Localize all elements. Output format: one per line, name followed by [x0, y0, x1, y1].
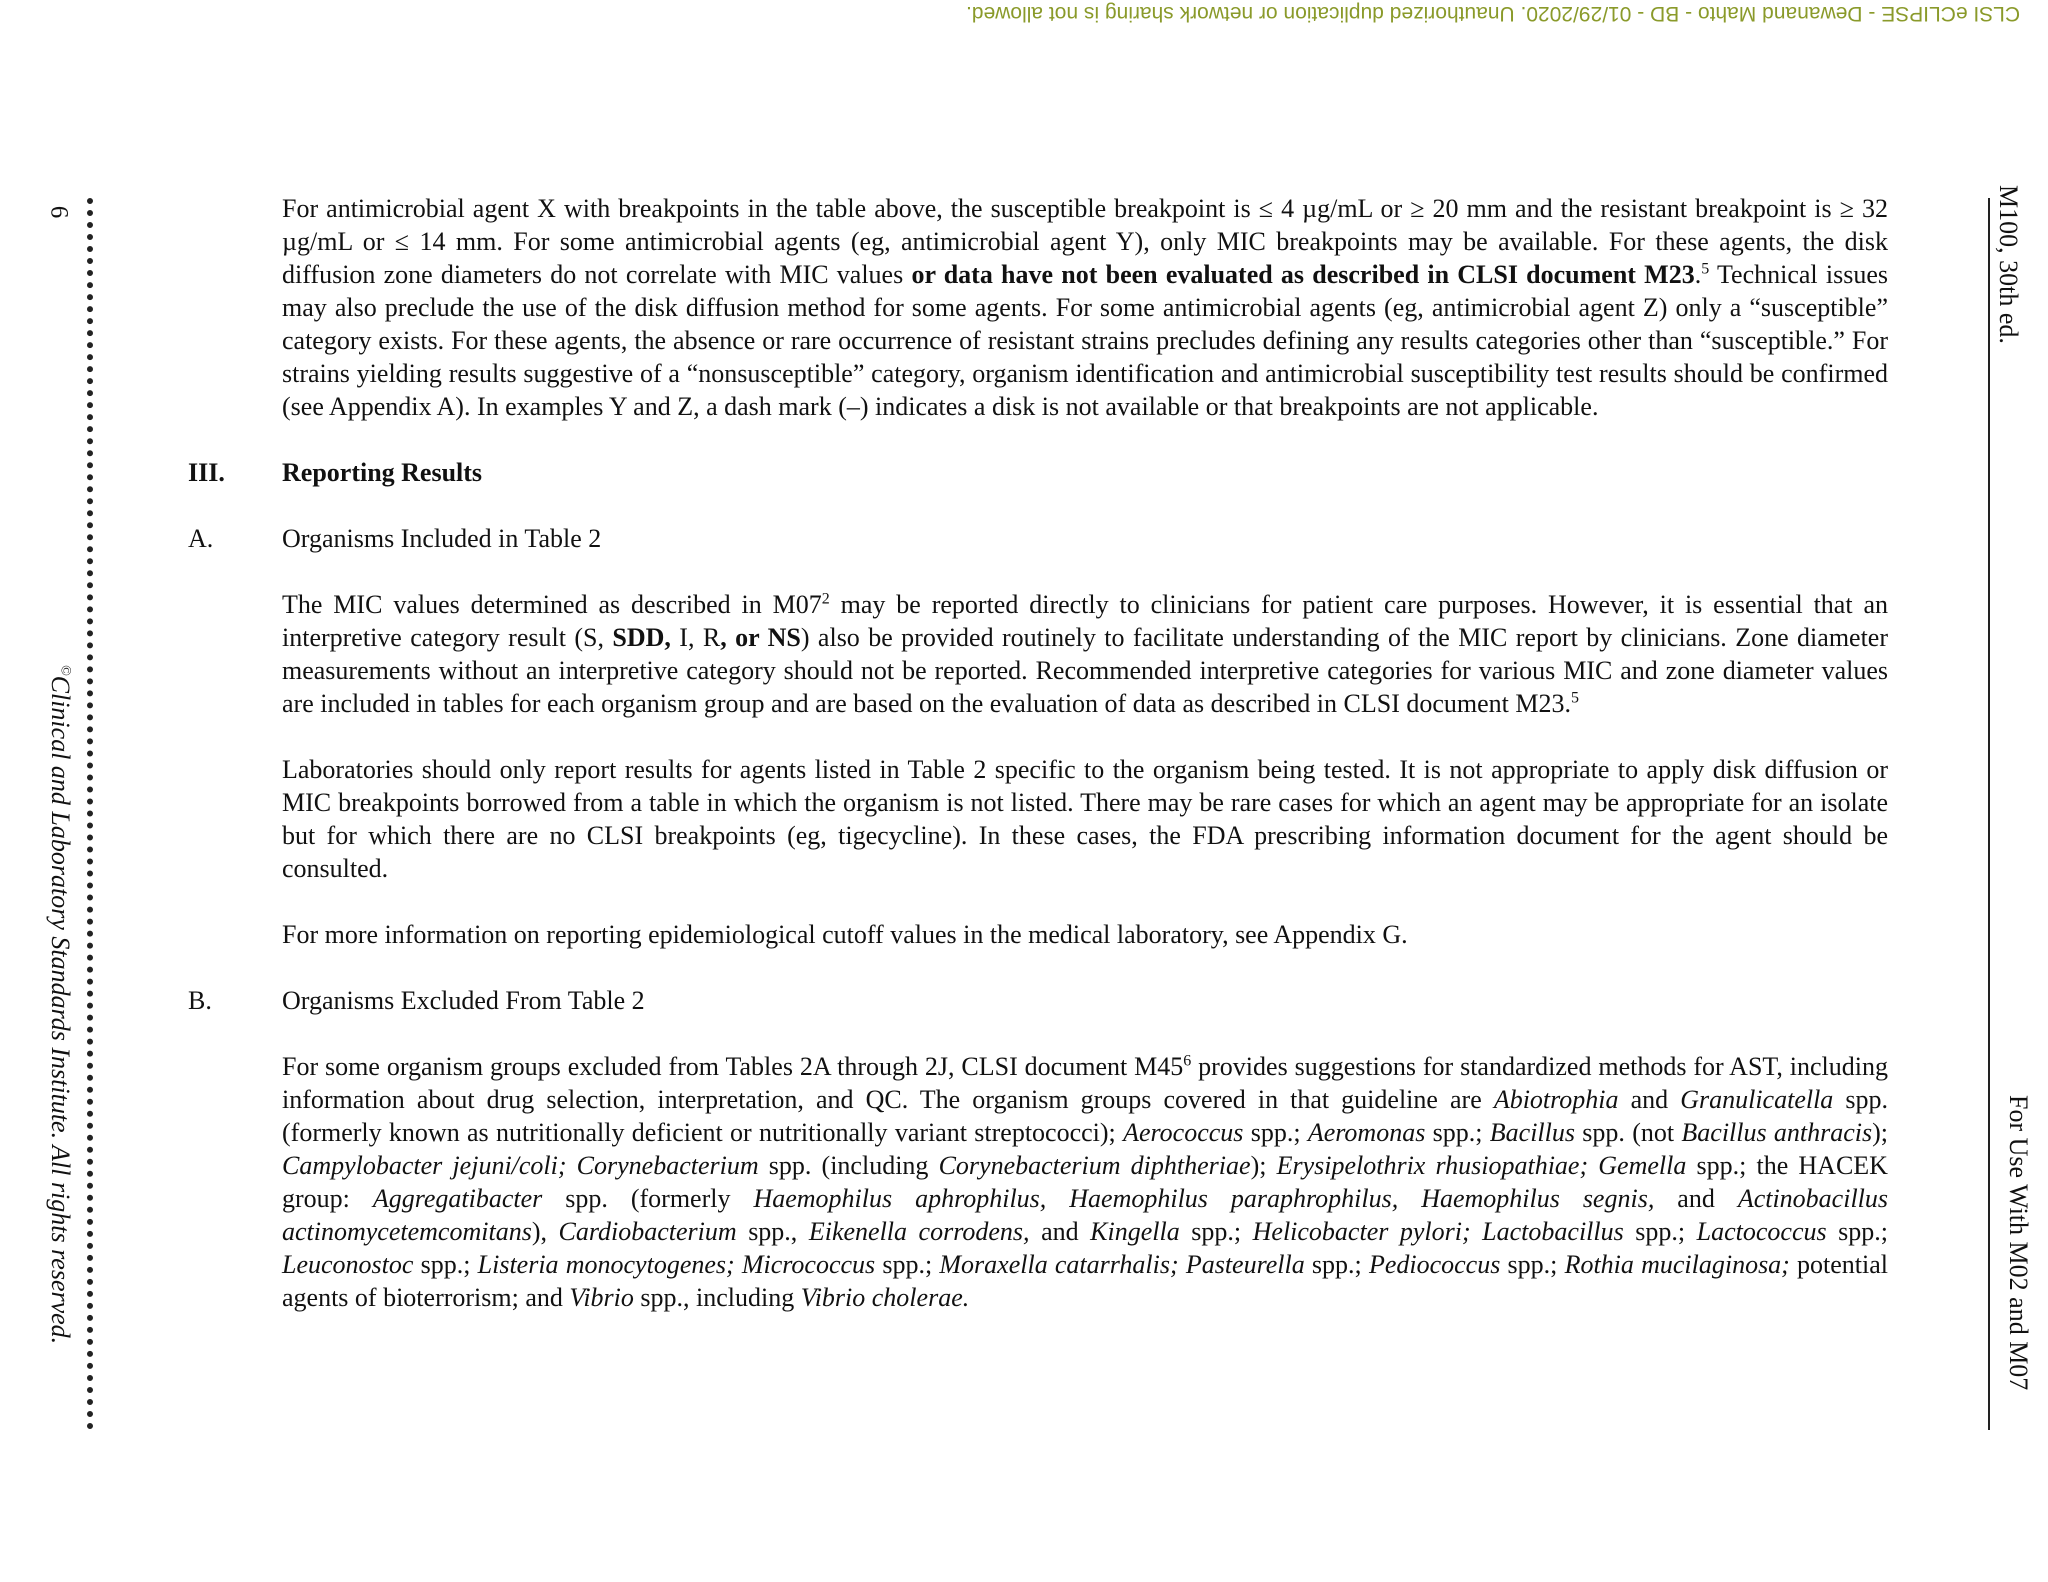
text-run: spp.; [1243, 1118, 1308, 1147]
page-number: 6 [45, 205, 73, 219]
organism-name: Aggregatibacter [372, 1184, 543, 1213]
organism-name: Actinobacillus actinomycetemcomitans [282, 1184, 1889, 1246]
organism-name: Bacillus anthracis [1681, 1118, 1873, 1147]
organism-name: Kingella [1090, 1217, 1180, 1246]
text-run: potential agents of bioterrorism; and [282, 1250, 1889, 1312]
text-run: spp.; the HACEK group: [282, 1151, 1888, 1213]
paragraph-ecv-info: For more information on reporting epidemiological cutoff values in the medical laboratory, see Appendix G. [282, 920, 1408, 949]
text-run: spp.; [1179, 1217, 1253, 1246]
organism-name: Granulicatella [1680, 1085, 1834, 1114]
right-margin [1938, 0, 2048, 1582]
organism-name: Aeromonas [1307, 1118, 1426, 1147]
text-run: spp.; [1304, 1250, 1369, 1279]
copyright-text: Clinical and Laboratory Standards Institute. All rights reserved. [46, 675, 75, 1345]
section-title: Reporting Results [282, 458, 483, 487]
text-run: ); [1872, 1118, 1889, 1147]
text-run: ) also be provided routinely to facilitate understanding of the MIC report by clinicians. Zone diameter measurements without an interpretive category should not be reported. Recommended interpretive categories for various MIC and zone diameter values are included in tables for each organism group and are based on the evaluation of data as described in CLSI document M23. [282, 623, 1889, 718]
text-run: may be reported directly to clinicians for patient care purposes. However, it is essential that an interpretive category result (S, [282, 590, 1888, 652]
text-run: For some organism groups excluded from Tables 2A through 2J, CLSI document M45 [282, 1052, 1184, 1081]
organism-name: Aerococcus [1123, 1118, 1244, 1147]
text-run: spp. (including [758, 1151, 939, 1180]
text-run: For antimicrobial agent X with breakpoints in the table above, the susceptible breakpoint is ≤ 4 µg/mL or ≥ 20 mm and the resistant breakpoint is ≥ 32 µg/mL or ≤ 14 mm. For some antimicrobial agents (eg, antimicrobial agent Y), only MIC breakpoints may be available. For these agents, the disk diffusion zone diameters do not correlate with MIC values [282, 194, 1888, 289]
running-header-edition: M100, 30th ed. [1994, 185, 2023, 344]
section-number: III. [188, 458, 225, 487]
text-run: and [1654, 1184, 1738, 1213]
right-rule [1988, 198, 1990, 1430]
bold-run: SDD, [612, 623, 671, 652]
text-run: spp.; [1826, 1217, 1889, 1246]
subsection-heading-b [188, 984, 1888, 1017]
intro-paragraph [282, 192, 1888, 423]
organism-name: Lactococcus [1696, 1217, 1827, 1246]
paragraph-mic-reporting [282, 588, 1888, 720]
subsection-letter: B. [188, 986, 212, 1015]
running-header-usage: For Use With M02 and M07 [2004, 1095, 2033, 1391]
organism-name: Listeria monocytogenes; Micrococcus [477, 1250, 876, 1279]
organism-name: Haemophilus aphrophilus, Haemophilus paraphrophilus, Haemophilus segnis, [753, 1184, 1655, 1213]
watermark-text: CLSI eCLIPSE - Dewanand Mahto - BD - 01/29/2020. Unauthorized duplication or network sharing is not allowed. [965, 2, 2020, 25]
text-run: spp.; [875, 1250, 940, 1279]
organism-name: Campylobacter jejuni/coli; Corynebacterium [282, 1151, 759, 1180]
subsection-letter: A. [188, 524, 214, 553]
organism-name: Eikenella corrodens, [808, 1217, 1030, 1246]
organism-name: Helicobacter pylori; Lactobacillus [1252, 1217, 1624, 1246]
subsection-heading-a [188, 522, 1888, 555]
text-run: I, R [670, 623, 721, 652]
section-heading [188, 456, 1888, 489]
organism-name: Moraxella catarrhalis; Pasteurella [939, 1250, 1305, 1279]
organism-name: Erysipelothrix rhusiopathiae; Gemella [1276, 1151, 1687, 1180]
text-run: Technical issues may also preclude the use of the disk diffusion method for some agents. For some antimicrobial agents (eg, antimicrobial agent Z) only a “susceptible” category exists. For these agents, the absence or rare occurrence of resistant strains precludes defining any results categories other than “susceptible.” For strains yielding results suggestive of a “nonsusceptible” category, organism identification and antimicrobial susceptibility test results should be confirmed (see Appendix A). In examples Y and Z, a dash mark (–) indicates a disk is not available or that breakpoints are not applicable. [282, 260, 1888, 421]
copyright-notice [45, 665, 75, 1565]
organism-name: Corynebacterium diphtheriae [938, 1151, 1251, 1180]
organism-name: Bacillus [1489, 1118, 1575, 1147]
text-run: ); [1250, 1151, 1277, 1180]
text-run: provides suggestions for standardized methods for AST, including information about drug selection, interpretation, and QC. The organism groups covered in that guideline are [282, 1052, 1888, 1114]
text-run: and [1029, 1217, 1091, 1246]
organism-name: Abiotrophia [1493, 1085, 1619, 1114]
text-run: spp., including [633, 1283, 801, 1312]
paragraph-lab-reporting: Laboratories should only report results for agents listed in Table 2 specific to the organism being tested. It is not appropriate to apply disk diffusion or MIC breakpoints borrowed from a table in which the organism is not listed. There may be rare cases for which an agent may be appropriate for an isolate but for which there are no CLSI breakpoints (eg, tigecycline). In these cases, the FDA prescribing information document for the agent should be consulted. [282, 755, 1888, 883]
organism-name: Pediococcus [1368, 1250, 1501, 1279]
text-run: spp.; [1500, 1250, 1565, 1279]
left-margin [0, 0, 110, 1582]
bold-run: , or NS [720, 623, 801, 652]
text-run: spp.; [1425, 1118, 1490, 1147]
reference-superscript: 5 [1701, 260, 1710, 278]
dotted-rule [87, 198, 93, 1430]
subsection-title: Organisms Excluded From Table 2 [282, 986, 645, 1015]
text-run: . [1694, 260, 1702, 289]
reference-superscript: 5 [1571, 689, 1580, 707]
organism-name: Cardiobacterium [558, 1217, 737, 1246]
organism-name: Vibrio cholerae. [800, 1283, 970, 1312]
text-run: spp. (formerly known as nutritionally deficient or nutritionally variant streptococci); [282, 1085, 1888, 1147]
subsection-title: Organisms Included in Table 2 [282, 524, 602, 553]
text-run: spp.; [1623, 1217, 1697, 1246]
text-run: ), [531, 1217, 559, 1246]
text-run: spp. (not [1575, 1118, 1682, 1147]
organism-name: Rothia mucilaginosa; [1564, 1250, 1790, 1279]
reference-superscript: 6 [1183, 1052, 1192, 1070]
reference-superscript: 2 [821, 590, 830, 608]
copyright-symbol: © [57, 665, 73, 676]
main-content [188, 192, 1888, 1347]
paragraph-excluded-organisms [282, 1050, 1888, 1314]
text-run: spp., [736, 1217, 809, 1246]
text-run: The MIC values determined as described in M07 [282, 590, 822, 619]
text-run: and [1618, 1085, 1681, 1114]
organism-name: Vibrio [569, 1283, 634, 1312]
text-run: spp.; [413, 1250, 478, 1279]
organism-name: Leuconostoc [282, 1250, 414, 1279]
bold-run: or data have not been evaluated as described in CLSI document M23 [911, 260, 1695, 289]
text-run: spp. (formerly [542, 1184, 754, 1213]
